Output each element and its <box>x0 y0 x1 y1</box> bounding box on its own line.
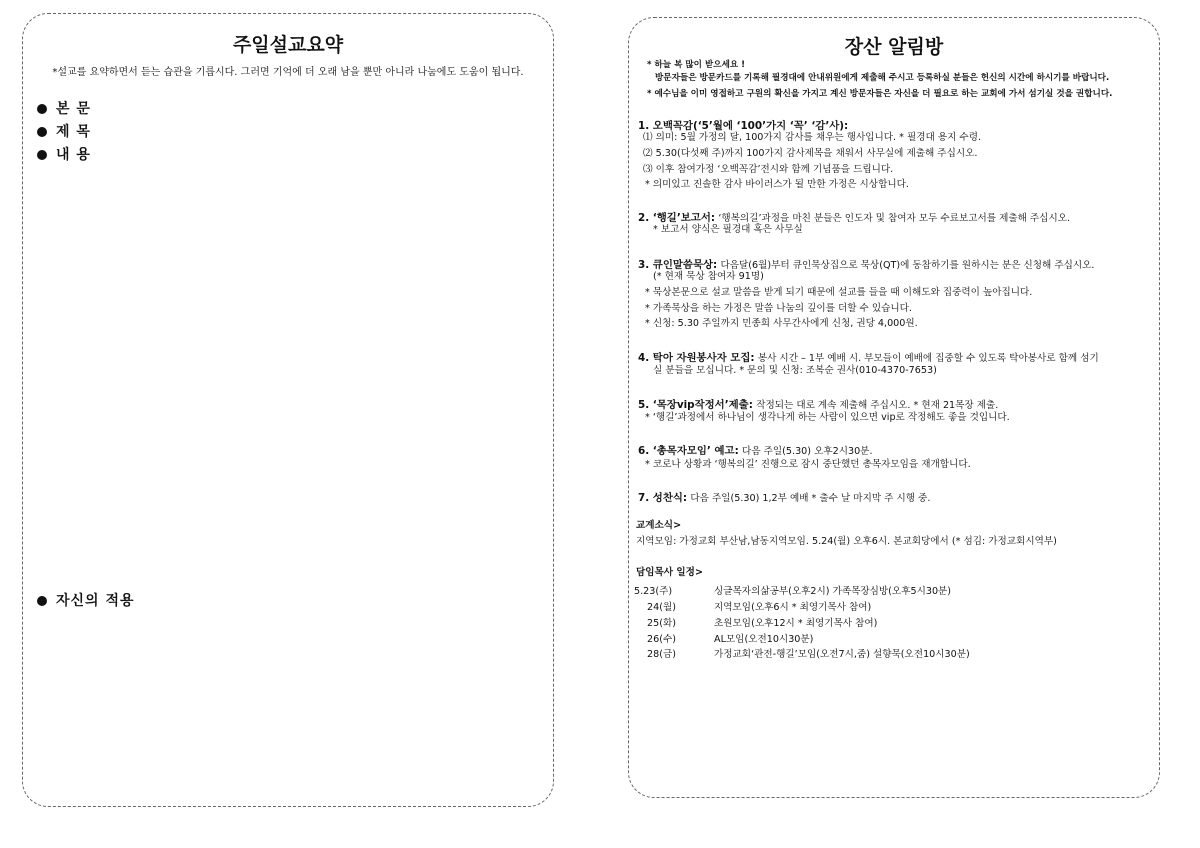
announcement-3-line: * 신청: 5.30 주일까지 민종희 사무간사에게 신청, 권당 4,000원. <box>645 318 918 329</box>
notice-greeting: * 하늘 복 많이 받으세요 ! <box>647 60 746 70</box>
schedule-day: 26(수) <box>647 634 676 645</box>
bullet-dot-icon <box>37 104 47 114</box>
bullet-dot-icon <box>37 127 47 137</box>
schedule-day: 25(화) <box>647 618 676 629</box>
bullet-title: 제 목 <box>37 121 91 141</box>
announcement-1-line: ⑴ 의미: 5월 가정의 달, 100가지 감사를 채우는 행사입니다. * 필경대 용지 수령. <box>643 132 982 143</box>
announcement-2-heading: 2. ‘행길’보고서: ‘행복의길’과정을 마친 분들은 인도자 및 참여자 모두 수료보고서를 제출해 주십시오. <box>638 212 1071 224</box>
schedule-day: 5.23(주) <box>634 586 673 597</box>
announcement-1-line: ⑶ 이후 참여가정 ‘오백꼭감’전시와 함께 기념품을 드립니다. <box>643 164 894 175</box>
schedule-day: 24(월) <box>647 602 676 613</box>
sermon-summary-title: 주일설교요약 <box>232 34 344 56</box>
announcement-3-line: * 묵상본문으로 설교 말씀을 받게 되기 때문에 설교를 들을 때 이해도와 집중력이 높아집니다. <box>645 287 1033 298</box>
announcement-1-line: ⑵ 5.30(다섯째 주)까지 100가지 감사제목을 채워서 사무실에 제출해 주십시오. <box>643 148 978 159</box>
schedule-event: 초원모임(오후12시 * 최영기목사 참여) <box>714 618 878 629</box>
announcement-7-heading: 7. 성찬식: 다음 주일(5.30) 1,2부 예배 * 출수 날 마지막 주 시행 중. <box>638 492 931 504</box>
announcement-2-line: * 보고서 양식은 필경대 혹은 사무실 <box>653 224 803 235</box>
bullet-dot-icon <box>37 596 47 606</box>
schedule-event: 지역모임(오후6시 * 최영기목사 참여) <box>714 602 872 613</box>
bullet-scripture: 본 문 <box>37 98 91 118</box>
announcement-6-heading: 6. ‘총목자모임’ 예고: 다음 주일(5.30) 오후2시30분. <box>638 445 873 457</box>
church-news-text: 지역모임: 가정교회 부산남,남동지역모임. 5.24(월) 오후6시. 본교회당에서 (* 섬김: 가정교회시역부) <box>636 536 1057 547</box>
pastor-schedule-title: 담임목사 일정> <box>636 567 703 578</box>
notice-visitors: * 예수님을 이미 영접하고 구원의 확신을 가지고 계신 방문자들은 자신을 더 필요로 하는 교회에 가서 섬기실 것을 권합니다. <box>647 89 1113 99</box>
announcement-3-line: (* 현재 묵상 참여자 91명) <box>653 271 764 282</box>
announcement-3-line: * 가족묵상을 하는 가정은 말씀 나눔의 깊이를 더할 수 있습니다. <box>645 303 912 314</box>
schedule-event: AL모임(오전10시30분) <box>714 634 814 645</box>
announcement-1-line: * 의미있고 진솔한 감사 바이러스가 될 만한 가정은 시상합니다. <box>645 179 909 190</box>
sermon-summary-panel <box>22 13 554 807</box>
announcements-title: 장산 알림방 <box>844 36 944 58</box>
announcement-5-heading: 5. ‘목장vip작정서’제출: 작정되는 대로 계속 제출해 주십시오. * 현재 21목장 제출. <box>638 399 999 411</box>
schedule-event: 싱글목자의삶공부(오후2시) 가족목장심방(오후5시30분) <box>714 586 952 597</box>
announcements-panel <box>628 17 1160 798</box>
announcement-4-line: 실 분들을 모십니다. * 문의 및 신청: 조복순 권사(010-4370-7653) <box>653 365 937 376</box>
announcement-6-line: * 코로나 상황과 ‘행복의길’ 진행으로 잠시 중단했던 총목자모임을 재개합니다. <box>645 459 971 470</box>
announcement-4-heading: 4. 탁아 자원봉사자 모집: 봉사 시간 – 1부 예배 시. 부모들이 예배에 집중할 수 있도록 탁아봉사로 함께 섬기 <box>638 352 1099 364</box>
bullet-content: 내 용 <box>37 144 91 164</box>
sermon-summary-subtitle: *설교를 요약하면서 듣는 습관을 기릅시다. 그러면 기억에 더 오래 남을 뿐만 아니라 나눔에도 도움이 됩니다. <box>52 67 524 78</box>
announcement-1-heading: 1. 오백꼭감(‘5’월에 ‘100’가지 ‘꼭’ ‘감’사): <box>638 120 849 132</box>
announcement-3-heading: 3. 큐인말씀묵상: 다음달(6월)부터 큐인묵상집으로 묵상(QT)에 동참하기를 원하시는 분은 신청해 주십시오. <box>638 259 1095 271</box>
bullet-application: 자신의 적용 <box>37 590 135 610</box>
bullet-dot-icon <box>37 150 47 160</box>
schedule-day: 28(금) <box>647 649 676 660</box>
notice-visitor-card: 방문자들은 방문카드를 기록해 필경대에 안내위원에게 제출해 주시고 등록하실 분들은 헌신의 시간에 하시기를 바랍니다. <box>655 73 1110 83</box>
announcement-5-line: * ‘행길’과정에서 하나님이 생각나게 하는 사람이 있으면 vip로 작정해도 좋을 것입니다. <box>645 412 1010 423</box>
schedule-event: 가정교회‘관전-행길’모임(오전7시,줌) 설향묵(오전10시30분) <box>714 649 970 660</box>
church-news-title: 교계소식> <box>636 520 682 531</box>
